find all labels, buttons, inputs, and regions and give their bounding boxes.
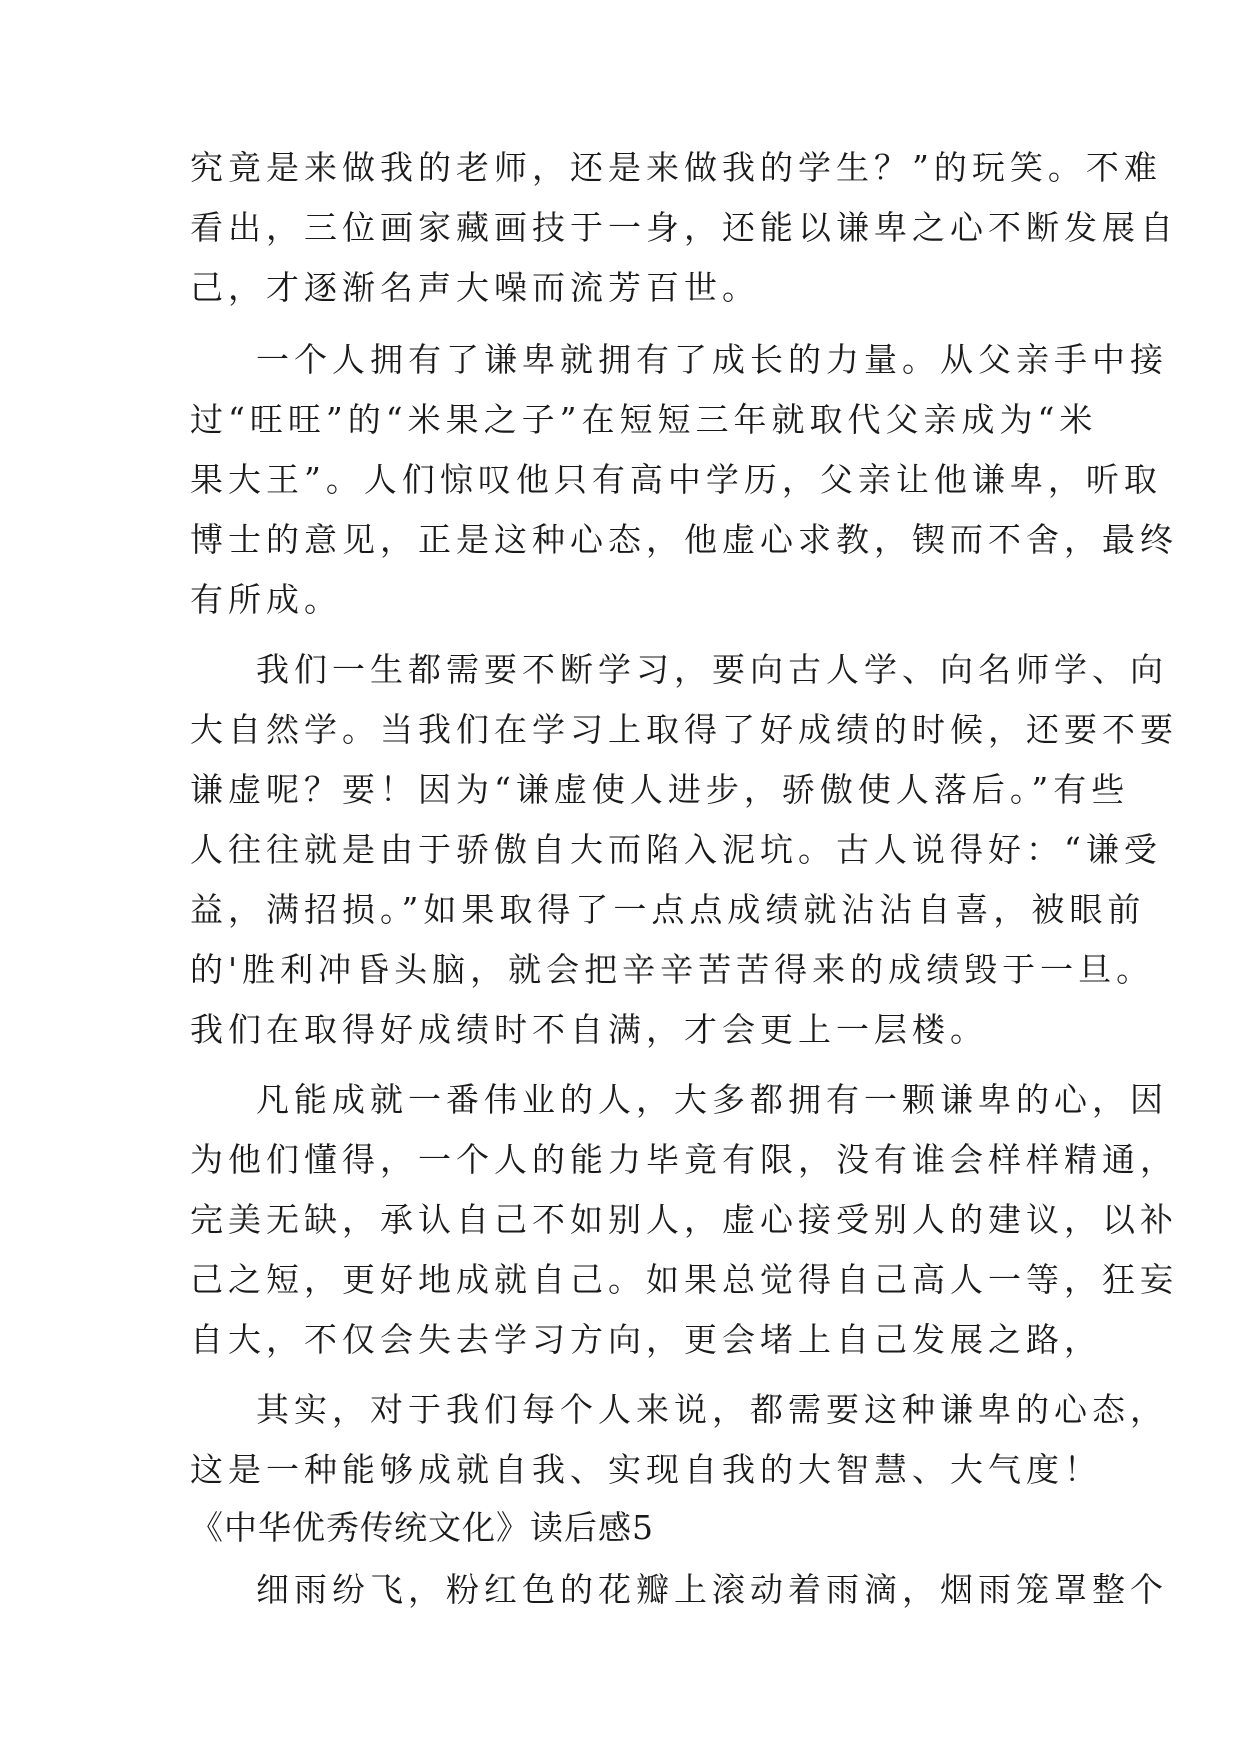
text-line: 果大王”。人们惊叹他只有高中学历，父亲让他谦卑，听取	[190, 460, 1162, 499]
text-line: 己之短，更好地成就自己。如果总觉得自己高人一等，狂妄	[190, 1260, 1178, 1299]
text-line: 人往往就是由于骄傲自大而陷入泥坑。古人说得好：“谦受	[190, 830, 1162, 869]
text-line: 这是一种能够成就自我、实现自我的大智慧、大气度！	[190, 1450, 1102, 1489]
text-line: 看出，三位画家藏画技于一身，还能以谦卑之心不断发展自	[190, 208, 1178, 247]
paragraph-first-line: 细雨纷飞，粉红色的花瓣上滚动着雨滴，烟雨笼罩整个	[256, 1570, 1168, 1609]
text-line: 过“旺旺”的“米果之子”在短短三年就取代父亲成为“米	[190, 400, 1098, 439]
paragraph-first-line: 其实，对于我们每个人来说，都需要这种谦卑的心态，	[256, 1390, 1168, 1429]
text-line: 我们在取得好成绩时不自满，才会更上一层楼。	[190, 1010, 988, 1049]
text-line: 谦虚呢？要！因为“谦虚使人进步，骄傲使人落后。”有些	[190, 770, 1130, 809]
text-line: 己，才逐渐名声大噪而流芳百世。	[190, 268, 760, 307]
section-heading: 《中华优秀传统文化》读后感5	[190, 1508, 654, 1547]
text-line: 博士的意见，正是这种心态，他虚心求教，锲而不舍，最终	[190, 520, 1178, 559]
text-line: 大自然学。当我们在学习上取得了好成绩的时候，还要不要	[190, 710, 1178, 749]
paragraph-first-line: 一个人拥有了谦卑就拥有了成长的力量。从父亲手中接	[256, 340, 1168, 379]
text-line: 自大，不仅会失去学习方向，更会堵上自己发展之路，	[190, 1320, 1102, 1359]
paragraph-first-line: 凡能成就一番伟业的人，大多都拥有一颗谦卑的心，因	[256, 1080, 1168, 1119]
text-line: 有所成。	[190, 580, 342, 619]
text-line: 益，满招损。”如果取得了一点点成绩就沾沾自喜，被眼前	[190, 890, 1146, 929]
paragraph-first-line: 我们一生都需要不断学习，要向古人学、向名师学、向	[256, 650, 1168, 689]
text-line: 究竟是来做我的老师，还是来做我的学生？”的玩笑。不难	[190, 148, 1162, 187]
text-line: 完美无缺，承认自己不如别人，虚心接受别人的建议，以补	[190, 1200, 1178, 1239]
text-line: 的'胜利冲昏头脑，就会把辛辛苦苦得来的成绩毁于一旦。	[190, 950, 1155, 989]
text-line: 为他们懂得，一个人的能力毕竟有限，没有谁会样样精通，	[190, 1140, 1178, 1179]
